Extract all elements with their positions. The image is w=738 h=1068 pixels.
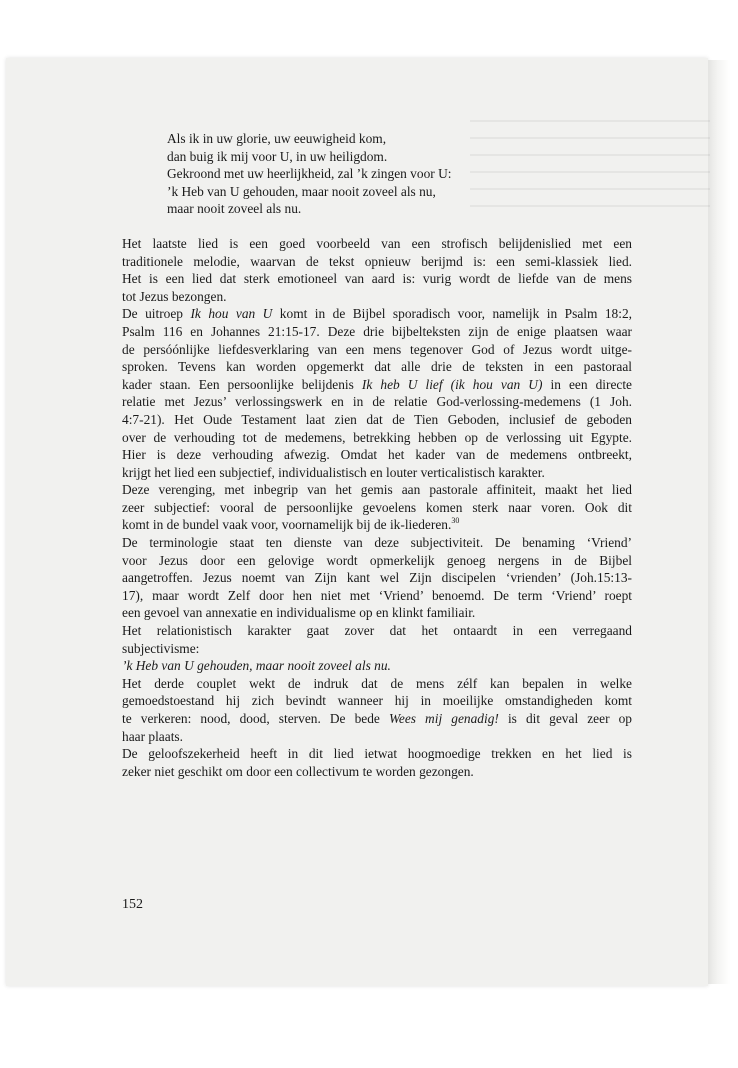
text-line: de persóónlijke liefdesverklaring van een mens tegenover God of Jezus wordt uitge- [122, 341, 632, 357]
emphasis-text: Wees mij genadig! [388, 711, 499, 726]
text-line: 4:7-21). Het Oude Testament laat zien dat de Tien Geboden, inclusief de geboden [122, 411, 632, 427]
poem-line: ’k Heb van U gehouden, maar nooit zoveel als nu, [167, 183, 436, 199]
text-run: in een directe [542, 376, 633, 392]
text-line: zeker niet geschikt om door een collectivum te worden gezongen. [122, 763, 474, 779]
text-line: Het relationistisch karakter gaat zover dat het ontaardt in een verregaand [122, 623, 632, 639]
text-line: Het derde couplet wekt de indruk dat de mens zélf kan bepalen in welke [122, 675, 632, 691]
page-text [122, 130, 632, 780]
text-line: subjectivisme: [122, 640, 200, 656]
text-run: De uitroep [122, 306, 191, 322]
poem-line: Gekroond met uw heerlijkheid, zal ’k zingen voor U: [167, 166, 452, 182]
text-line: zeer subjectief: vooral de persoonlijke gevoelens komen sterk naar voren. Ook dit [122, 499, 632, 515]
paragraph-1 [122, 235, 632, 305]
text-line [122, 376, 632, 394]
text-line: gemoedstoestand hij zich bevindt wanneer hij in moeilijke omstandigheden komt [122, 693, 632, 709]
text-line: 17), maar wordt Zelf door hen niet met ‘Vriend’ benoemd. De term ‘Vriend’ roept [122, 587, 632, 603]
paragraph-6 [122, 675, 632, 745]
text-run: is dit geval zeer op [498, 711, 633, 726]
text-run: kader staan. Een persoonlijke belijdenis [122, 376, 362, 392]
poem-line: Als ik in uw glorie, uw eeuwigheid kom, [167, 131, 387, 146]
quoted-lyric: ’k Heb van U gehouden, maar nooit zoveel als nu. [122, 658, 391, 674]
text-line: Psalm 116 en Johannes 21:15-17. Deze drie bijbelteksten zijn de enige plaatsen waar [122, 323, 632, 339]
text-line: traditionele melodie, waarvan de tekst opnieuw berijmd is: een semi-klassiek lied. [122, 253, 632, 269]
text-line: voor Jezus door een gelovige wordt opmerkelijk genoeg nergens in de Bijbel [122, 552, 632, 568]
text-line: De geloofszekerheid heeft in dit lied ietwat hoogmoedige trekken en het lied is [122, 746, 632, 762]
poem-line: maar nooit zoveel als nu. [167, 201, 302, 217]
text-line: haar plaats. [122, 728, 183, 744]
text-line [122, 305, 632, 323]
text-line: De terminologie staat ten dienste van deze subjectiviteit. De benaming ‘Vriend’ [122, 535, 632, 551]
text-line: aangetroffen. Jezus noemt van Zijn kant wel Zijn discipelen ‘vrienden’ (Joh.15:13- [122, 570, 632, 586]
text-run: komt in de Bijbel sporadisch voor, namelijk in Psalm 18:2, [272, 306, 633, 322]
text-line: tot Jezus bezongen. [122, 288, 227, 304]
text-line [122, 516, 632, 534]
text-line: over de verhouding tot de medemens, betrekking hebben op de verlossing uit Egypte. [122, 429, 632, 445]
paragraph-2 [122, 305, 632, 481]
footnote-marker: 30 [451, 516, 460, 526]
paragraph-7 [122, 745, 632, 780]
text-line: Het is een lied dat sterk emotioneel van aard is: vurig wordt de liefde van de mens [122, 271, 632, 287]
poem-line: dan buig ik mij voor U, in uw heiligdom. [167, 148, 388, 164]
text-line: krijgt het lied een subjectief, individualistisch en louter verticalistisch karakter. [122, 464, 545, 480]
page-edge-shadow [708, 60, 730, 984]
paragraph-3 [122, 481, 632, 534]
text-line: Hier is deze verhouding afwezig. Omdat het kader van de medemens ontbreekt, [122, 447, 632, 463]
text-run: komt in de bundel vaak voor, voornamelijk bij de ik-liederen. [122, 517, 452, 533]
text-run: te verkeren: nood, dood, sterven. De bede [122, 711, 389, 726]
text-line: sproken. Tevens kan worden opgemerkt dat alle drie de teksten in een pastoraal [122, 359, 632, 375]
text-line: Deze verenging, met inbegrip van het gemis aan pastorale affiniteit, maakt het lied [122, 482, 632, 498]
paragraph-5 [122, 622, 632, 675]
emphasis-text: Ik heb U lief (ik hou van U) [361, 376, 543, 392]
text-line [122, 710, 632, 728]
text-line: Het laatste lied is een goed voorbeeld van een strofisch belijdenislied met een [122, 235, 632, 251]
text-line: relatie met Jezus’ verlossingswerk en in de relatie God-verlossing-medemens (1 Joh. [122, 394, 632, 410]
paragraph-4 [122, 534, 632, 622]
text-line: een gevoel van annexatie en individualisme op en klinkt familiair. [122, 605, 476, 621]
emphasis-text: Ik hou van U [190, 306, 273, 322]
poem-stanza [167, 130, 632, 218]
page-number: 152 [122, 897, 143, 912]
